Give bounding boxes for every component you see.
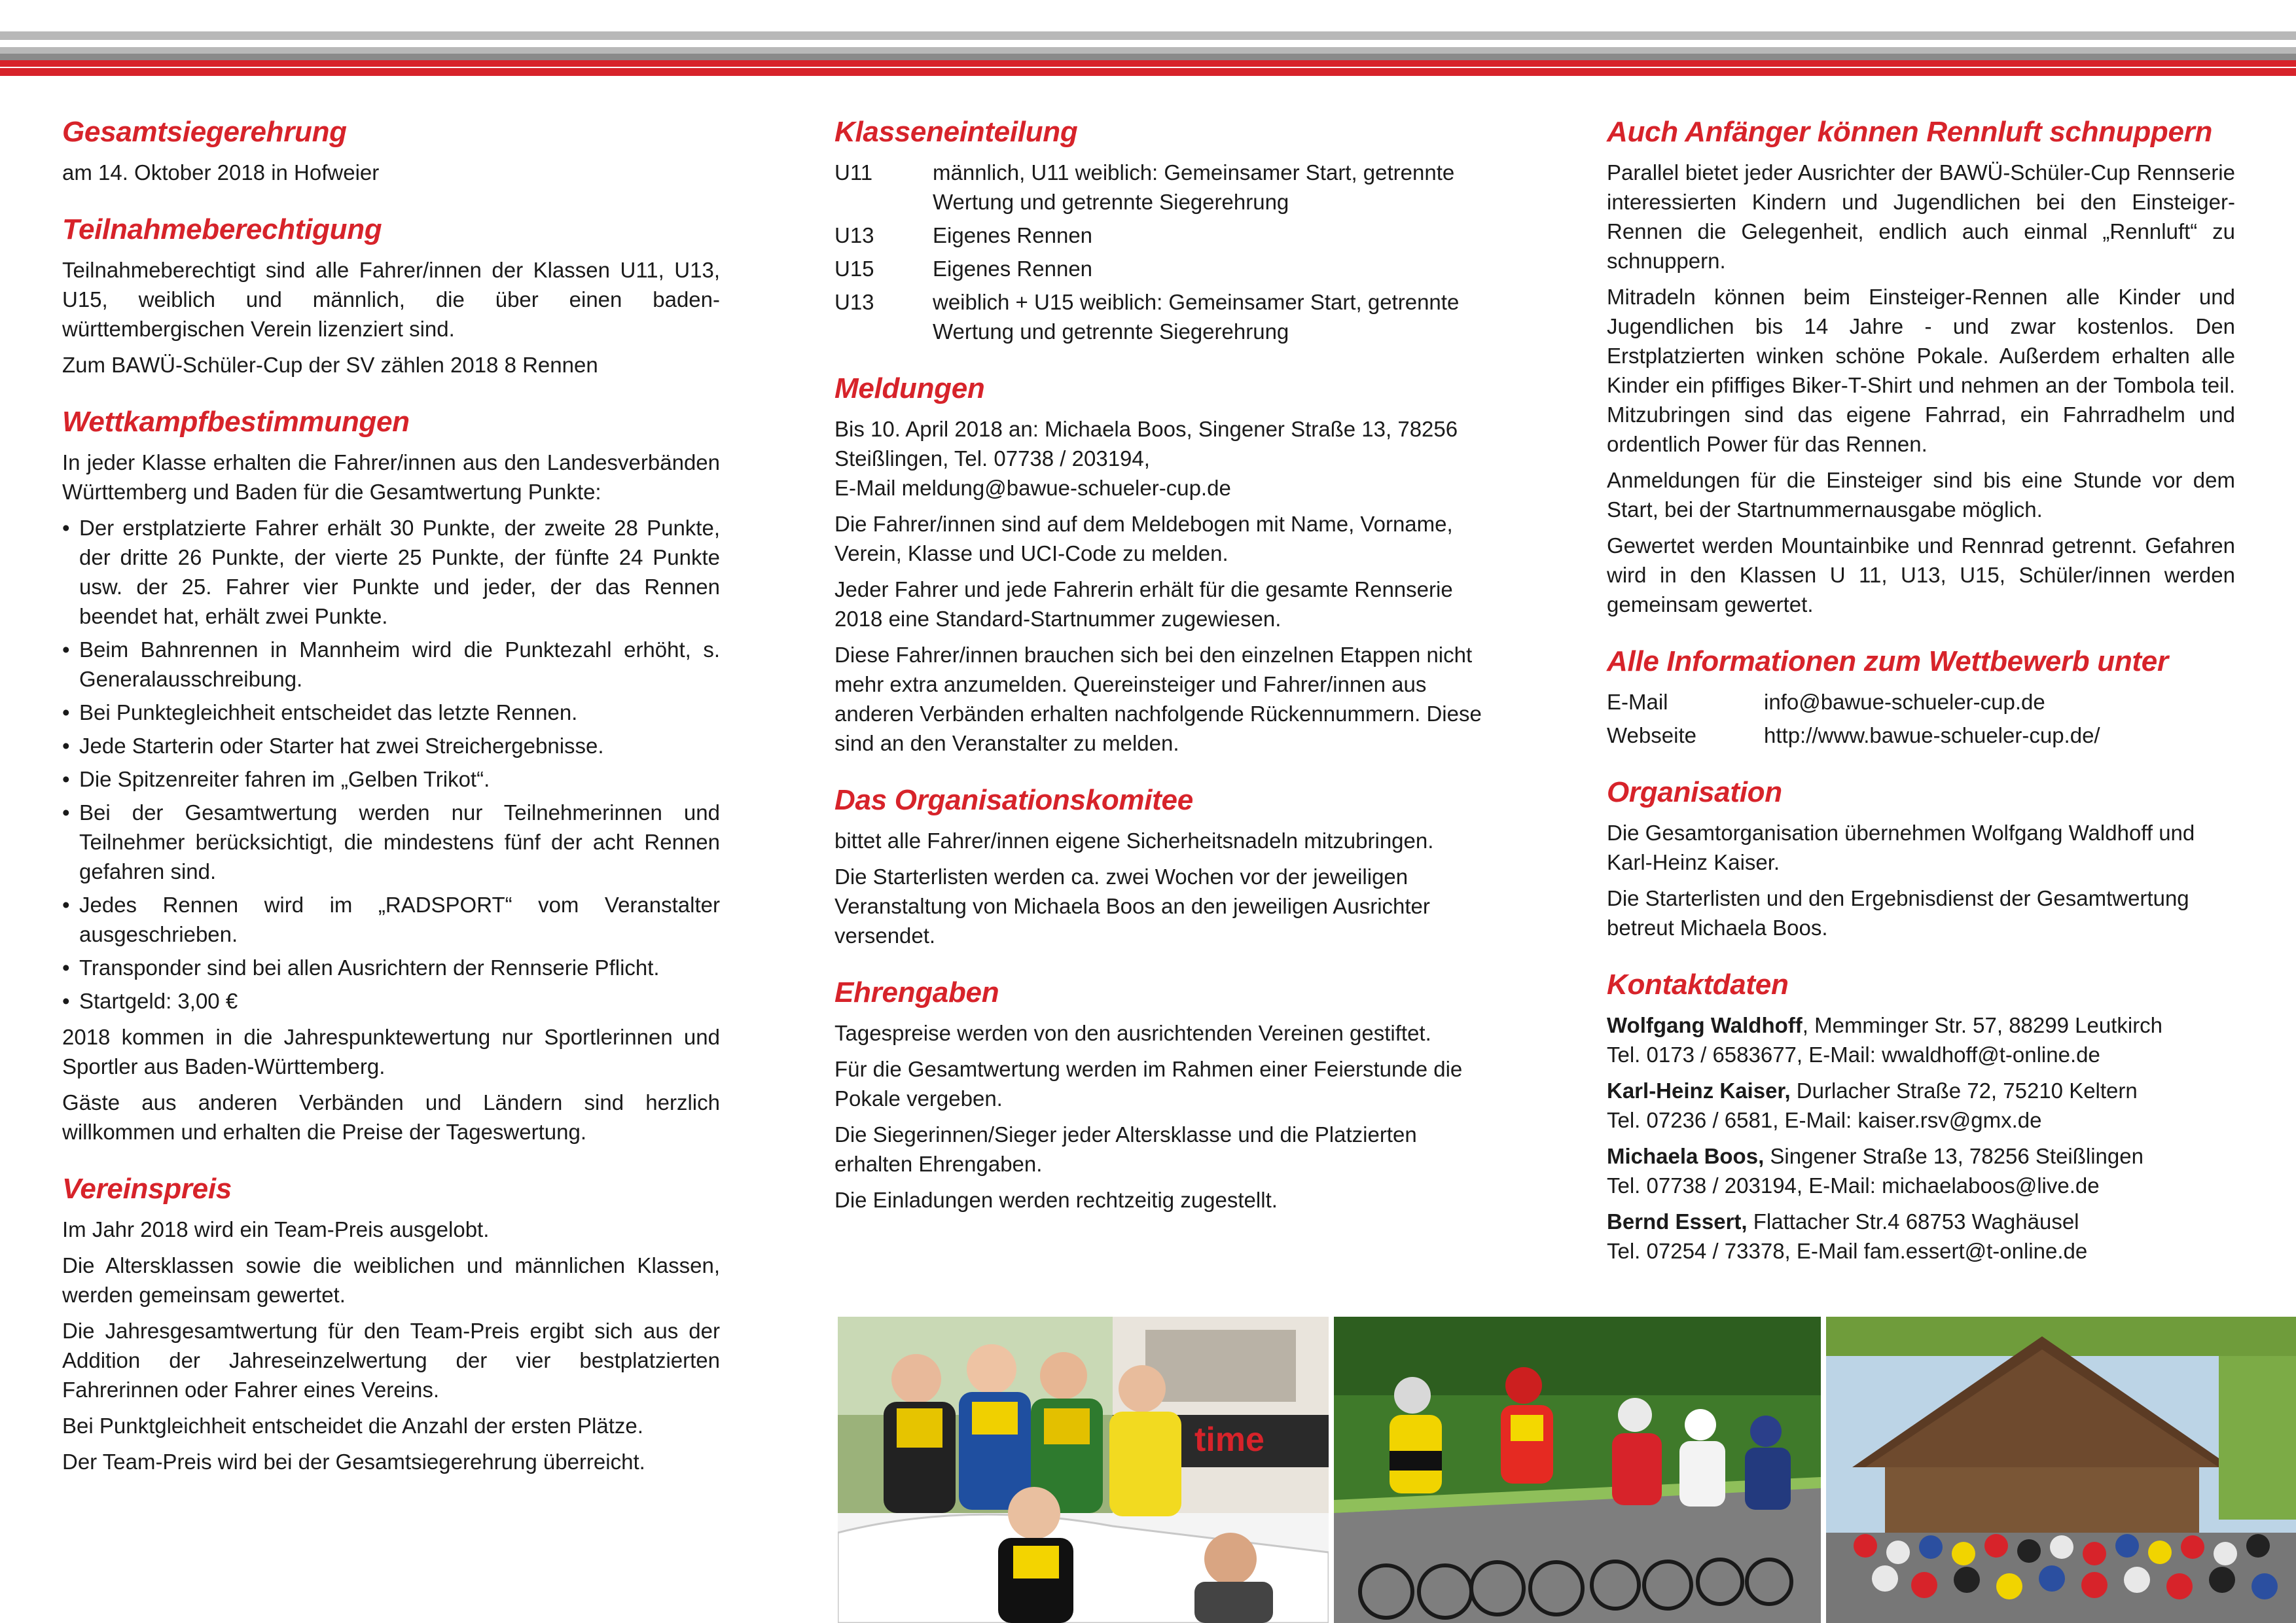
text-vereinspreis-3: Die Jahresgesamtwertung für den Team-Preis ergibt sich aus der Addition der Jahreseinzelwertung der vier bestplatzierten Fahrerinnen oder Fahrer eines Vereins. — [62, 1319, 720, 1402]
text-wettkampf-2: Gäste aus anderen Verbänden und Ländern sind herzlich willkommen und erhalten die Preise der Tageswertung. — [62, 1090, 720, 1144]
contact-name: Michaela Boos, — [1607, 1144, 1765, 1168]
heading-ehrengaben: Ehrengaben — [834, 976, 999, 1008]
text-meldungen-address: Bis 10. April 2018 an: Michaela Boos, Singener Straße 13, 78256 Steißlingen, Tel. 07738 / 203194, — [834, 417, 1458, 471]
info-email-label: E-Mail — [1607, 690, 1668, 714]
text-anfaenger-4: Gewertet werden Mountainbike und Rennrad getrennt. Gefahren wird in den Klassen U 11, U13, U15, Schüler/innen werden gemeinsam gewertet. — [1607, 533, 2235, 616]
sign-text: time — [1194, 1421, 1265, 1459]
list-item: • Bei der Gesamtwertung werden nur Teilnehmerinnen und Teilnehmer berücksichtigt, die mindestens fünf der acht Rennen gefahren sind. — [62, 798, 720, 886]
column-middle — [834, 115, 1492, 1221]
section-meldungen — [834, 371, 1492, 758]
stripe-gray-1 — [0, 31, 2296, 40]
class-key: U15 — [834, 257, 874, 281]
award-ceremony-illustration — [838, 1317, 1329, 1623]
text-anfaenger-2: Mitradeln können beim Einsteiger-Rennen alle Kinder und Jugendlichen bis 14 Jahre - und zwar kostenlos. Den Erstplatzierten winken schöne Pokale. Außerdem erhalten alle Kinder ein pfiffiges Biker-T-Shirt und nehmen an der Tombola teil. Mitzubringen sind das eigene Fahrrad, ein Fahrradhelm und ordentlich Power für das Rennen. — [1607, 285, 2235, 456]
start-line-illustration — [1826, 1317, 2296, 1623]
section-wettkampfbestimmungen — [62, 404, 720, 1147]
text-anfaenger-1: Parallel bietet jeder Ausrichter der BAWÜ-Schüler-Cup Rennserie interessierten Kindern und Jugendlichen bei den Einsteiger-Rennen die Gelegenheit, endlich auch einmal „Rennluft“ zu schnuppern. — [1607, 160, 2235, 273]
heading-gesamtsiegerehrung: Gesamtsiegerehrung — [62, 116, 347, 148]
class-key: U11 — [834, 160, 873, 185]
section-organisationskomitee — [834, 783, 1492, 950]
contact-address: Durlacher Straße 72, 75210 Keltern — [1790, 1079, 2138, 1103]
class-row — [834, 287, 1492, 346]
contact-phone-email: Tel. 07738 / 203194, E-Mail: michaelaboos@live.de — [1607, 1173, 2100, 1198]
stripe-red-2 — [0, 68, 2296, 76]
list-item: • Jedes Rennen wird im „RADSPORT“ vom Veranstalter ausgeschrieben. — [62, 890, 720, 949]
contact-entry — [1607, 1207, 2235, 1266]
stripe-gray-3 — [0, 54, 2296, 60]
contact-address: , Memminger Str. 57, 88299 Leutkirch — [1802, 1013, 2163, 1037]
contact-entry — [1607, 1010, 2235, 1069]
list-item: • Startgeld: 3,00 € — [62, 986, 720, 1016]
section-klasseneinteilung — [834, 115, 1492, 346]
column-right — [1607, 115, 2235, 1272]
section-informationen — [1607, 644, 2235, 750]
section-teilnahmeberechtigung — [62, 212, 720, 380]
class-row — [834, 221, 1492, 250]
text-wettkampf-intro: In jeder Klasse erhalten die Fahrer/innen aus den Landesverbänden Württemberg und Baden für die Gesamtwertung Punkte: — [62, 450, 720, 504]
heading-organisationskomitee: Das Organisationskomitee — [834, 784, 1193, 816]
header-stripes — [0, 0, 2296, 79]
text-ehrengaben-2: Für die Gesamtwertung werden im Rahmen einer Feierstunde die Pokale vergeben. — [834, 1057, 1463, 1111]
section-vereinspreis — [62, 1171, 720, 1476]
heading-teilnahmeberechtigung: Teilnahmeberechtigung — [62, 213, 382, 245]
text-organisation-1: Die Gesamtorganisation übernehmen Wolfgang Waldhoff und Karl-Heinz Kaiser. — [1607, 821, 2195, 874]
road-race-illustration — [1334, 1317, 1821, 1623]
contact-address: Singener Straße 13, 78256 Steißlingen — [1764, 1144, 2144, 1168]
class-value: männlich, U11 weiblich: Gemeinsamer Start, getrennte Wertung und getrennte Siegerehrung — [933, 160, 1455, 214]
section-organisation — [1607, 775, 2235, 942]
stripe-red-1 — [0, 60, 2296, 67]
contact-phone-email: Tel. 07236 / 6581, E-Mail: kaiser.rsv@gmx.de — [1607, 1108, 2042, 1132]
text-teilnahme-2: Zum BAWÜ-Schüler-Cup der SV zählen 2018 8 Rennen — [62, 353, 598, 377]
text-ehrengaben-4: Die Einladungen werden rechtzeitig zugestellt. — [834, 1188, 1278, 1212]
list-item: • Beim Bahnrennen in Mannheim wird die Punktezahl erhöht, s. Generalausschreibung. — [62, 635, 720, 694]
class-row — [834, 254, 1492, 283]
text-vereinspreis-4: Bei Punktgleichheit entscheidet die Anzahl der ersten Plätze. — [62, 1414, 643, 1438]
contact-phone-email: Tel. 07254 / 73378, E-Mail fam.essert@t-online.de — [1607, 1239, 2088, 1263]
section-anfaenger — [1607, 115, 2235, 619]
list-item: • Der erstplatzierte Fahrer erhält 30 Punkte, der zweite 28 Punkte, der dritte 26 Punkte, der vierte 25 Punkte, der fünfte 24 Punkte usw. der 25. Fahrer vier Punkte und jeder, der das Rennen beendet hat, erhält zwei Punkte. — [62, 513, 720, 631]
info-email-row — [1607, 687, 2235, 717]
class-key: U13 — [834, 290, 874, 314]
class-row — [834, 158, 1492, 217]
heading-meldungen: Meldungen — [834, 372, 985, 404]
text-ehrengaben-1: Tagespreise werden von den ausrichtenden Vereinen gestiftet. — [834, 1021, 1431, 1045]
heading-informationen: Alle Informationen zum Wettbewerb unter — [1607, 645, 2168, 677]
info-web-link[interactable]: http://www.bawue-schueler-cup.de/ — [1764, 723, 2100, 747]
contact-name: Wolfgang Waldhoff — [1607, 1013, 1803, 1037]
text-vereinspreis-1: Im Jahr 2018 wird ein Team-Preis ausgelobt. — [62, 1217, 490, 1241]
text-gesamtsiegerehrung: am 14. Oktober 2018 in Hofweier — [62, 160, 380, 185]
text-meldungen-1: Die Fahrer/innen sind auf dem Meldebogen mit Name, Vorname, Verein, Klasse und UCI-Code zu melden. — [834, 512, 1453, 565]
text-organisation-2: Die Starterlisten und den Ergebnisdienst der Gesamtwertung betreut Michaela Boos. — [1607, 886, 2189, 940]
text-orgkomitee-2: Die Starterlisten werden ca. zwei Wochen vor der jeweiligen Veranstaltung von Michaela Boos an den jeweiligen Ausrichter versendet. — [834, 865, 1430, 948]
text-ehrengaben-3: Die Siegerinnen/Sieger jeder Altersklasse und die Platzierten erhalten Ehrengaben. — [834, 1122, 1417, 1176]
list-item: • Bei Punktegleichheit entscheidet das letzte Rennen. — [62, 698, 720, 727]
text-anfaenger-3: Anmeldungen für die Einsteiger sind bis eine Stunde vor dem Start, bei der Startnummernausgabe möglich. — [1607, 468, 2235, 522]
section-ehrengaben — [834, 975, 1492, 1215]
contact-entry — [1607, 1076, 2235, 1135]
info-web-label: Webseite — [1607, 723, 1696, 747]
class-key: U13 — [834, 223, 874, 247]
class-value: weiblich + U15 weiblich: Gemeinsamer Start, getrennte Wertung und getrennte Siegerehrung — [933, 290, 1460, 344]
text-vereinspreis-5: Der Team-Preis wird bei der Gesamtsiegerehrung überreicht. — [62, 1450, 645, 1474]
heading-klasseneinteilung: Klasseneinteilung — [834, 116, 1078, 148]
heading-vereinspreis: Vereinspreis — [62, 1173, 232, 1205]
list-item: • Transponder sind bei allen Ausrichtern der Rennserie Pflicht. — [62, 953, 720, 982]
class-value: Eigenes Rennen — [933, 223, 1093, 247]
info-email-link[interactable]: info@bawue-schueler-cup.de — [1764, 690, 2045, 714]
section-kontaktdaten — [1607, 967, 2235, 1266]
class-value: Eigenes Rennen — [933, 257, 1093, 281]
text-wettkampf-1: 2018 kommen in die Jahrespunktewertung nur Sportlerinnen und Sportler aus Baden-Württemberg. — [62, 1025, 720, 1079]
contact-address: Flattacher Str.4 68753 Waghäusel — [1747, 1209, 2079, 1234]
text-orgkomitee-1: bittet alle Fahrer/innen eigene Sicherheitsnadeln mitzubringen. — [834, 829, 1434, 853]
heading-organisation: Organisation — [1607, 776, 1782, 808]
info-web-row — [1607, 721, 2235, 750]
wettkampf-bullet-list — [62, 513, 720, 1016]
text-meldungen-3: Diese Fahrer/innen brauchen sich bei den einzelnen Etappen nicht mehr extra anzumelden. Quereinsteiger und Fahrer/innen aus anderen Verbänden erhalten nachfolgende Rückennummern. Diese sind an den Veranstalter zu melden. — [834, 643, 1482, 755]
section-gesamtsiegerehrung — [62, 115, 720, 187]
column-left — [62, 115, 720, 1483]
text-meldungen-email: E-Mail meldung@bawue-schueler-cup.de — [834, 476, 1231, 500]
photo-start-line — [1826, 1317, 2296, 1623]
heading-kontaktdaten: Kontaktdaten — [1607, 969, 1789, 1001]
contact-phone-email: Tel. 0173 / 6583677, E-Mail: wwaldhoff@t-online.de — [1607, 1043, 2100, 1067]
list-item: • Jede Starterin oder Starter hat zwei Streichergebnisse. — [62, 731, 720, 760]
list-item: • Die Spitzenreiter fahren im „Gelben Trikot“. — [62, 764, 720, 794]
heading-wettkampfbestimmungen: Wettkampfbestimmungen — [62, 406, 410, 438]
stripe-gray-2 — [0, 47, 2296, 54]
photo-award-ceremony — [838, 1317, 1329, 1623]
contact-name: Bernd Essert, — [1607, 1209, 1748, 1234]
text-teilnahme-1: Teilnahmeberechtigt sind alle Fahrer/innen der Klassen U11, U13, U15, weiblich und männlich, die über einen baden-württembergischen Verein lizenziert sind. — [62, 258, 720, 341]
text-vereinspreis-2: Die Altersklassen sowie die weiblichen und männlichen Klassen, werden gemeinsam gewertet. — [62, 1253, 720, 1307]
heading-anfaenger: Auch Anfänger können Rennluft schnuppern — [1607, 116, 2213, 148]
contact-name: Karl-Heinz Kaiser, — [1607, 1079, 1791, 1103]
text-meldungen-2: Jeder Fahrer und jede Fahrerin erhält für die gesamte Rennserie 2018 eine Standard-Startnummer zugewiesen. — [834, 577, 1453, 631]
contact-entry — [1607, 1141, 2235, 1200]
photo-road-race — [1334, 1317, 1821, 1623]
